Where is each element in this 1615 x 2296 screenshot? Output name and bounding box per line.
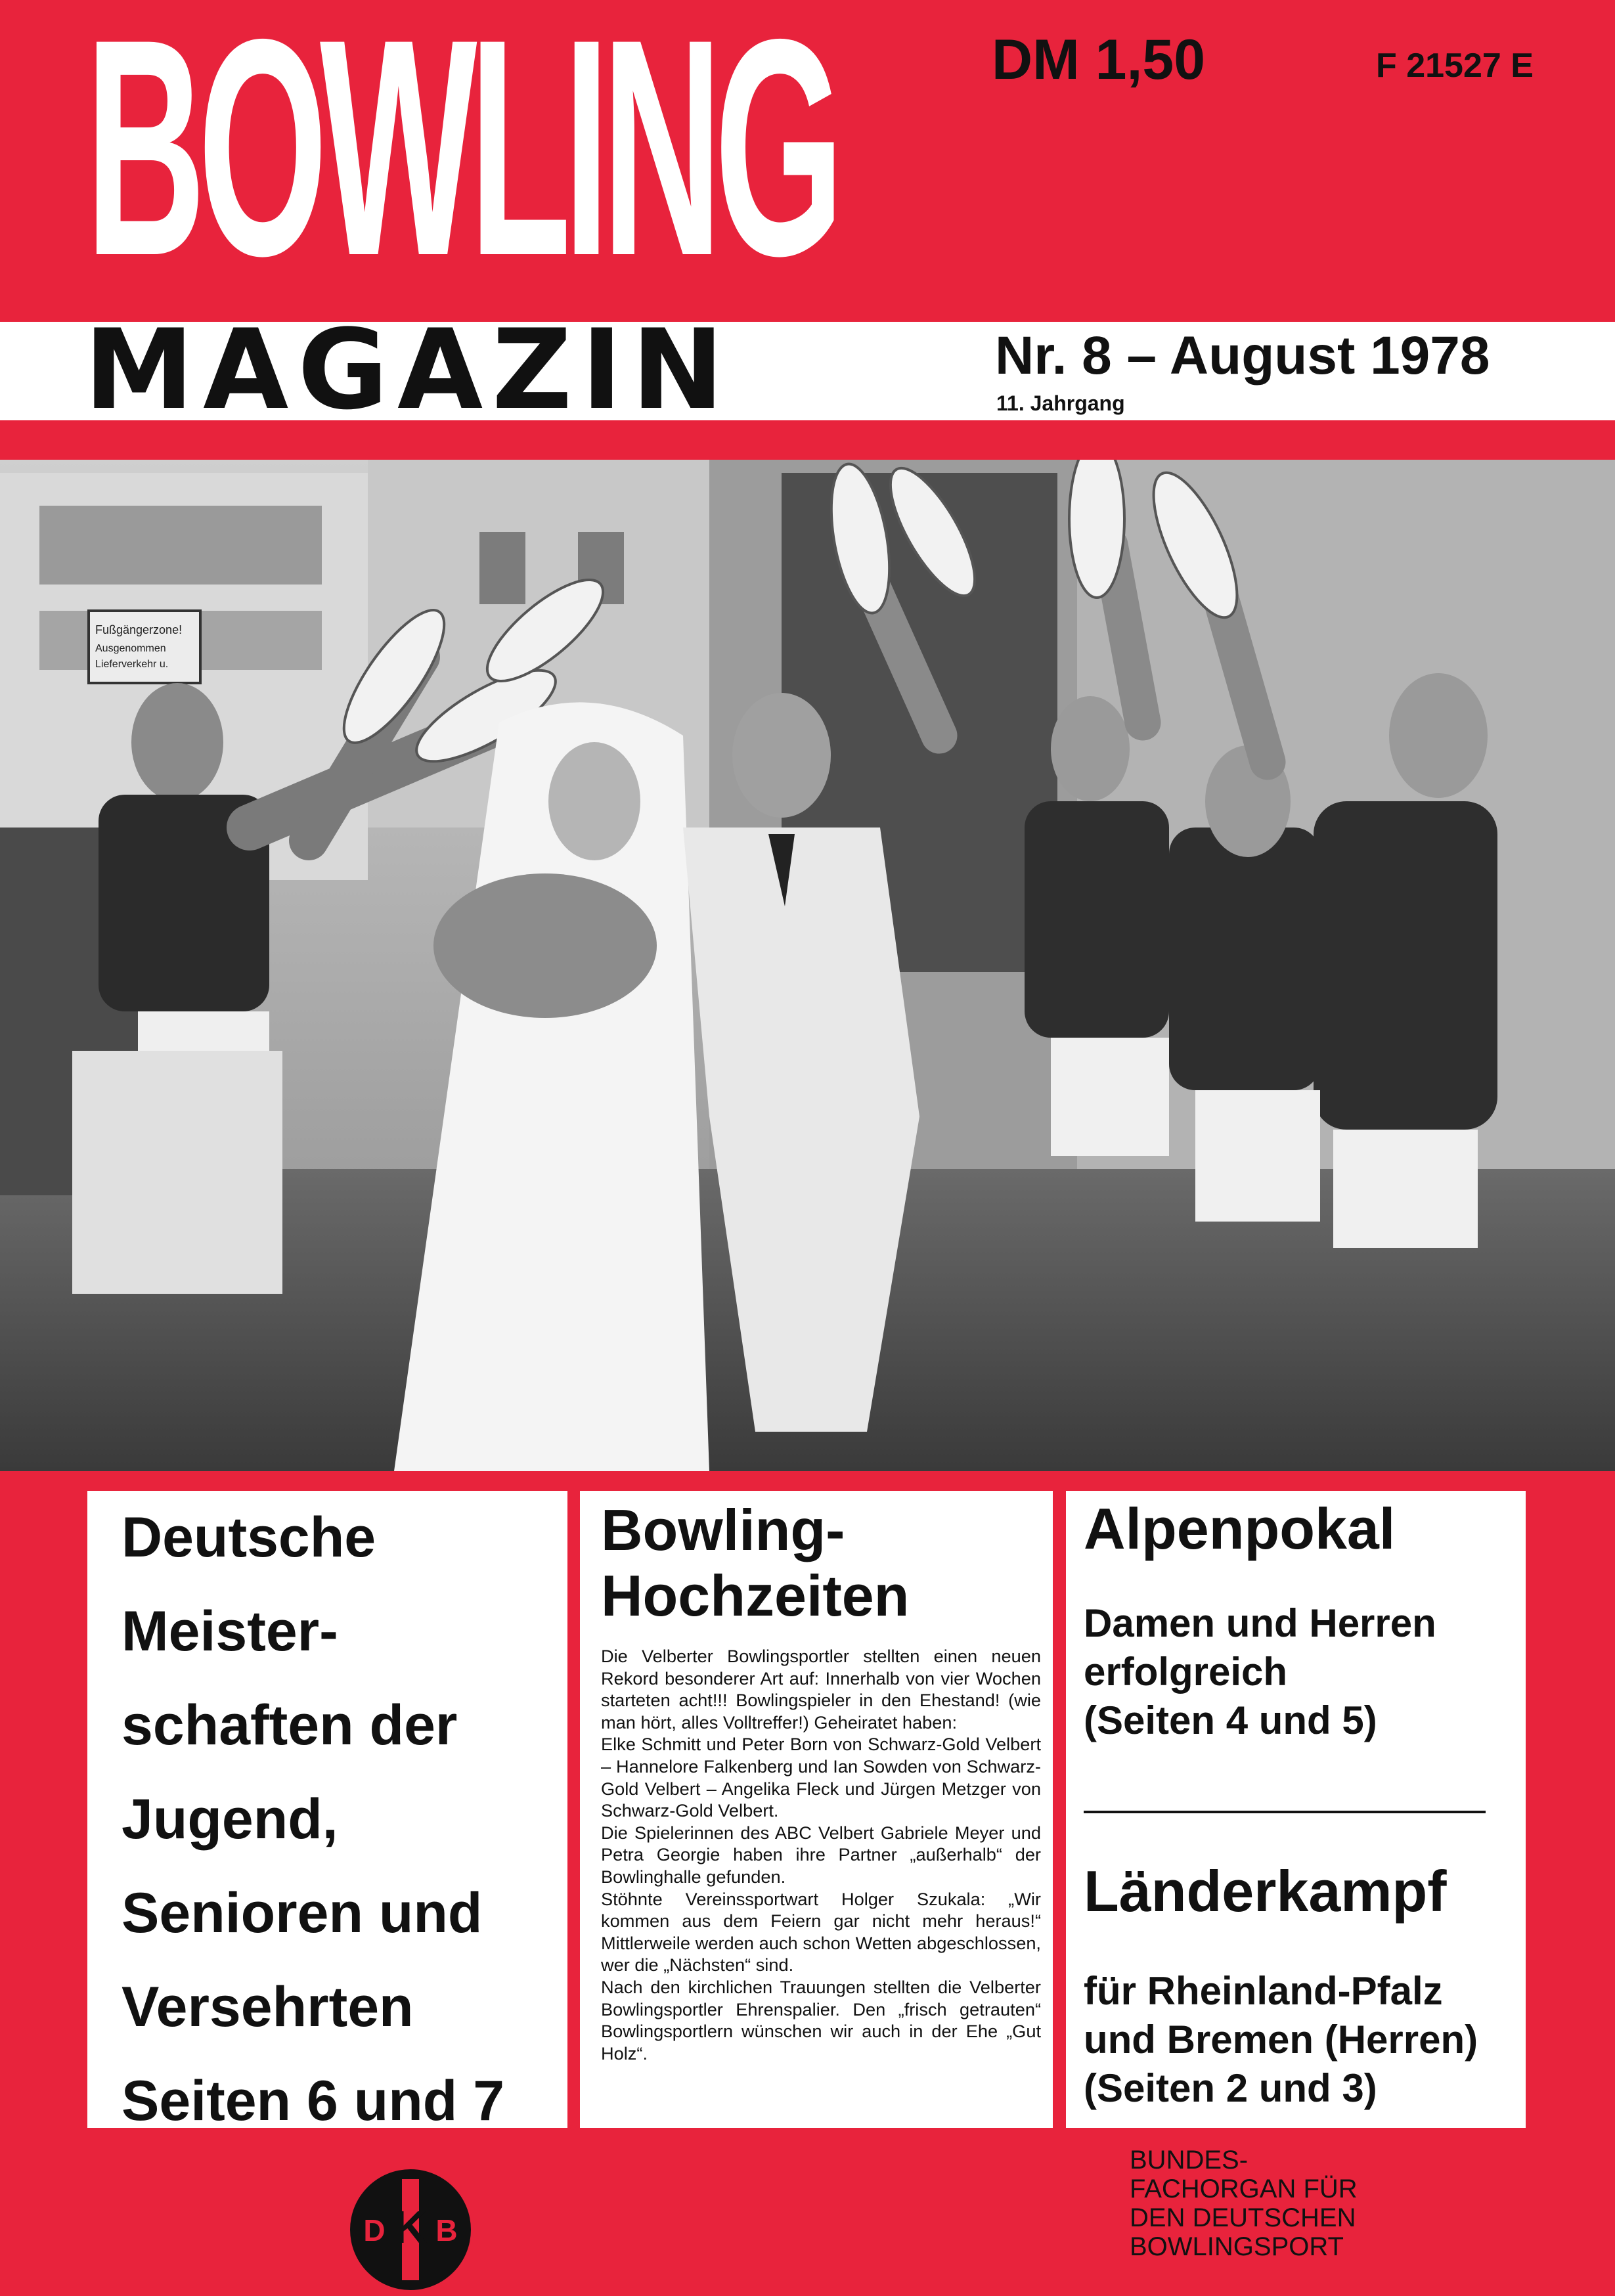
- alpenpokal-headline: Alpenpokal: [1084, 1496, 1396, 1561]
- volume-label: 11. Jahrgang: [996, 391, 1125, 415]
- alpenpokal-sub-line2: erfolgreich: [1084, 1650, 1288, 1694]
- dkb-logo: [348, 2167, 473, 2292]
- championships-headline: Deutsche Meister- schaften der Jugend, Senioren und Versehrten Seiten 6 und 7: [122, 1506, 505, 2132]
- weddings-article: [601, 1645, 1041, 2064]
- dkb-logo-b: B: [435, 2213, 458, 2247]
- issue-number: Nr. 8 – August 1978: [995, 326, 1490, 386]
- masthead-title: BOWLING: [85, 0, 837, 320]
- dkb-logo-k: K: [393, 2201, 428, 2253]
- article-paragraph: Die Spielerinnen des ABC Velbert Gabriele Meyer und Petra Georgie haben ihre Partner „außerhalb“ der Bowlinghalle gefunden.: [601, 1822, 1041, 1887]
- publisher-line: BUNDES-: [1130, 2146, 1249, 2175]
- publisher-line: BOWLINGSPORT: [1130, 2232, 1344, 2261]
- postal-code: F 21527 E: [1376, 47, 1534, 85]
- masthead-subtitle: MAGAZIN: [84, 305, 734, 434]
- alpenpokal-sub-line3: (Seiten 4 und 5): [1084, 1698, 1377, 1742]
- publisher-line: FACHORGAN FÜR: [1130, 2175, 1358, 2203]
- cover-photo: [0, 460, 1615, 1471]
- street-sign-line3: Lieferverkehr u.: [95, 659, 169, 670]
- weddings-headline: Bowling- Hochzeiten: [601, 1497, 910, 1628]
- article-paragraph: Stöhnte Vereinssportwart Holger Szukala: „Wir kommen aus dem Feiern gar nicht mehr heraus!“ Mittlerweile werden auch schon Wetten abgeschlossen, wer die „Nächsten“ sind.: [601, 1888, 1041, 1976]
- laenderkampf-sub-line3: (Seiten 2 und 3): [1084, 2066, 1377, 2110]
- alpenpokal-sub-line1: Damen und Herren: [1084, 1601, 1436, 1645]
- laenderkampf-sub-line1: für Rheinland-Pfalz: [1084, 1969, 1443, 2013]
- article-paragraph: Die Velberter Bowlingsportler stellten einen neuen Rekord besonderer Art auf: Innerhalb von vier Wochen starteten acht!!! Bowlingspieler in den Ehestand! (wie man hört, alles Volltreffer!) Geheiratet haben:: [601, 1646, 1041, 1733]
- publisher-note: [1130, 2146, 1358, 2261]
- price-label: DM 1,50: [992, 28, 1206, 91]
- article-paragraph: Nach den kirchlichen Trauungen stellten die Velberter Bowlingsportler Ehrenspalier. Den „frisch getrauten“ Bowlingsportlern wünschen wir auch in der Ehe „Gut Holz“.: [601, 1976, 1041, 2064]
- laenderkampf-sub-line2: und Bremen (Herren): [1084, 2018, 1478, 2062]
- dkb-logo-d: D: [363, 2213, 386, 2247]
- street-sign-line1: Fußgängerzone!: [95, 623, 183, 636]
- publisher-line: DEN DEUTSCHEN: [1130, 2203, 1356, 2232]
- street-sign-line2: Ausgenommen: [95, 643, 166, 654]
- column-divider: [1084, 1811, 1486, 1813]
- article-paragraph: Elke Schmitt und Peter Born von Schwarz-Gold Velbert – Hannelore Falkenberg und Ian Sowden von Schwarz-Gold Velbert – Angelika Fleck und Jürgen Metzger von Schwarz-Gold Velbert.: [601, 1734, 1041, 1821]
- bridal-bouquet: [433, 873, 657, 1018]
- laenderkampf-headline: Länderkampf: [1084, 1859, 1447, 1924]
- wedding-photo-illustration: [0, 460, 1615, 1471]
